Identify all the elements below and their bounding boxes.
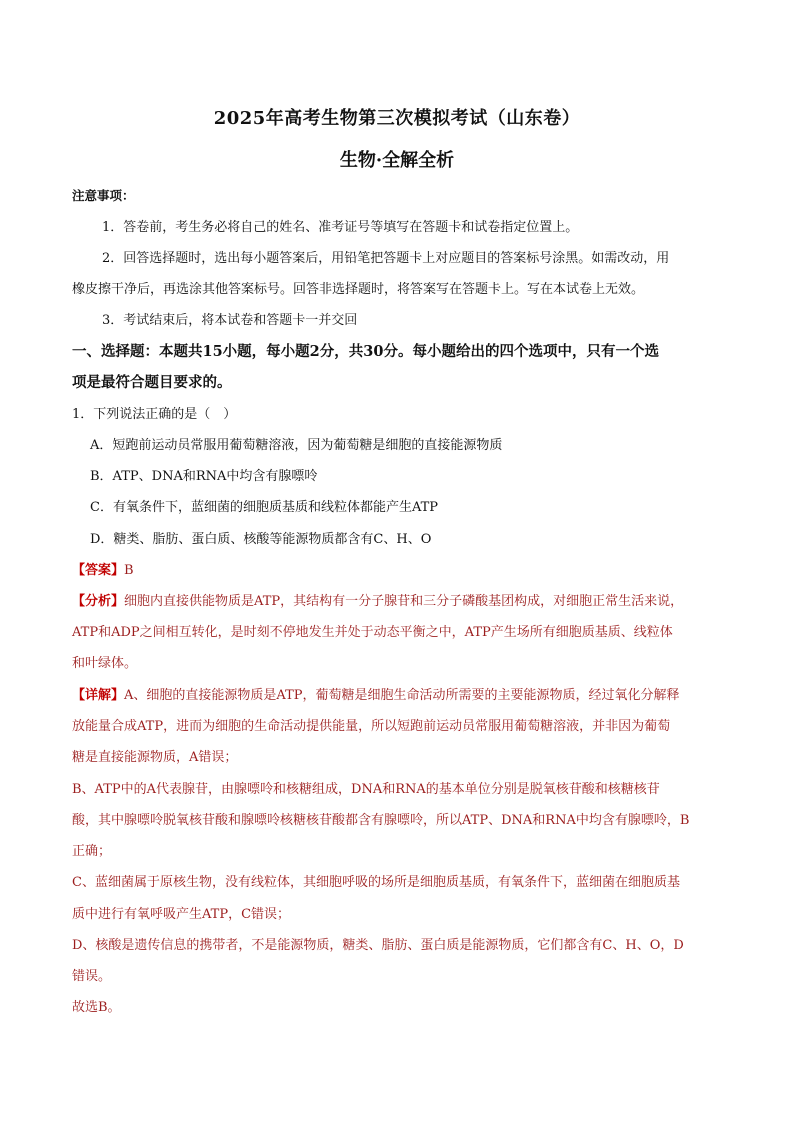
detail-c-line-2: 质中进行有氧呼吸产生ATP，C错误； [72, 907, 291, 922]
detail-tag: 【详解】 [72, 688, 125, 703]
section-heading-line-1: 一、选择题：本题共15小题，每小题2分，共30分。每小题给出的四个选项中，只有一个选 [72, 343, 659, 360]
detail-b-line-1: B、ATP中的A代表腺苷，由腺嘌呤和核糖组成，DNA和RNA的基本单位分别是脱氧核苷酸和核糖核苷 [72, 782, 660, 797]
detail-a-text-1: A、细胞的直接能源物质是ATP，葡萄糖是细胞生命活动所需要的主要能源物质，经过氧化分解释 [124, 688, 680, 703]
detail-b-line-3: 正确； [72, 844, 112, 859]
detail-a-line-2: 放能量合成ATP，进而为细胞的生命活动提供能量，所以短跑前运动员常服用葡萄糖溶液，并非因为葡萄 [72, 719, 671, 734]
answer-value: B [124, 563, 134, 578]
detail-d-line-1: D、核酸是遗传信息的携带者，不是能源物质，糖类、脂肪、蛋白质是能源物质，它们都含有C、H、O，D [72, 938, 684, 953]
analysis-line-2: ATP和ADP之间相互转化，是时刻不停地发生并处于动态平衡之中，ATP产生场所有细胞质基质、线粒体 [72, 625, 673, 640]
notice-item-2-line-2: 橡皮擦干净后，再选涂其他答案标号。回答非选择题时，将答案写在答题卡上。写在本试卷上无效。 [72, 282, 645, 297]
analysis-line-3: 和叶绿体。 [72, 656, 138, 671]
detail-b-line-2: 酸，其中腺嘌呤脱氧核苷酸和腺嘌呤核糖核苷酸都含有腺嘌呤，所以ATP、DNA和RNA中均含有腺嘌呤，B [72, 813, 690, 828]
answer-line [72, 559, 134, 578]
detail-c-line-1: C、蓝细菌属于原核生物，没有线粒体，其细胞呼吸的场所是细胞质基质，有氧条件下，蓝细菌在细胞质基 [72, 875, 680, 890]
question-stem: 1．下列说法正确的是（ ） [72, 407, 237, 422]
analysis-tag: 【分析】 [72, 594, 125, 609]
notice-item-3: 3．考试结束后，将本试卷和答题卡一并交回 [102, 313, 358, 328]
page-subtitle: 生物·全解全析 [339, 150, 455, 171]
detail-a-line-3: 糖是直接能源物质，A错误； [72, 750, 238, 765]
option-a: A．短跑前运动员常服用葡萄糖溶液，因为葡萄糖是细胞的直接能源物质 [90, 438, 503, 453]
page-title: 2025年高考生物第三次模拟考试（山东卷） [213, 108, 581, 129]
detail-d-line-2: 错误。 [72, 969, 112, 984]
option-d: D．糖类、脂肪、蛋白质、核酸等能源物质都含有C、H、O [90, 532, 432, 547]
option-c: C．有氧条件下，蓝细菌的细胞质基质和线粒体都能产生ATP [90, 500, 439, 515]
notice-item-2-line-1: 2．回答选择题时，选出每小题答案后，用铅笔把答题卡上对应题目的答案标号涂黑。如需改动，用 [102, 251, 670, 266]
detail-conclusion: 故选B。 [72, 1000, 121, 1015]
analysis-text-1: 细胞内直接供能物质是ATP，其结构有一分子腺苷和三分子磷酸基团构成，对细胞正常生活来说， [124, 594, 684, 609]
notice-item-1: 1．答卷前，考生务必将自己的姓名、准考证号等填写在答题卡和试卷指定位置上。 [102, 220, 579, 235]
section-heading-line-2: 项是最符合题目要求的。 [72, 374, 232, 391]
detail-a-line-1 [72, 684, 680, 703]
notice-heading: 注意事项： [72, 188, 135, 203]
option-b: B．ATP、DNA和RNA中均含有腺嘌呤 [90, 469, 318, 484]
answer-tag: 【答案】 [72, 563, 125, 578]
analysis-line-1 [72, 590, 683, 609]
